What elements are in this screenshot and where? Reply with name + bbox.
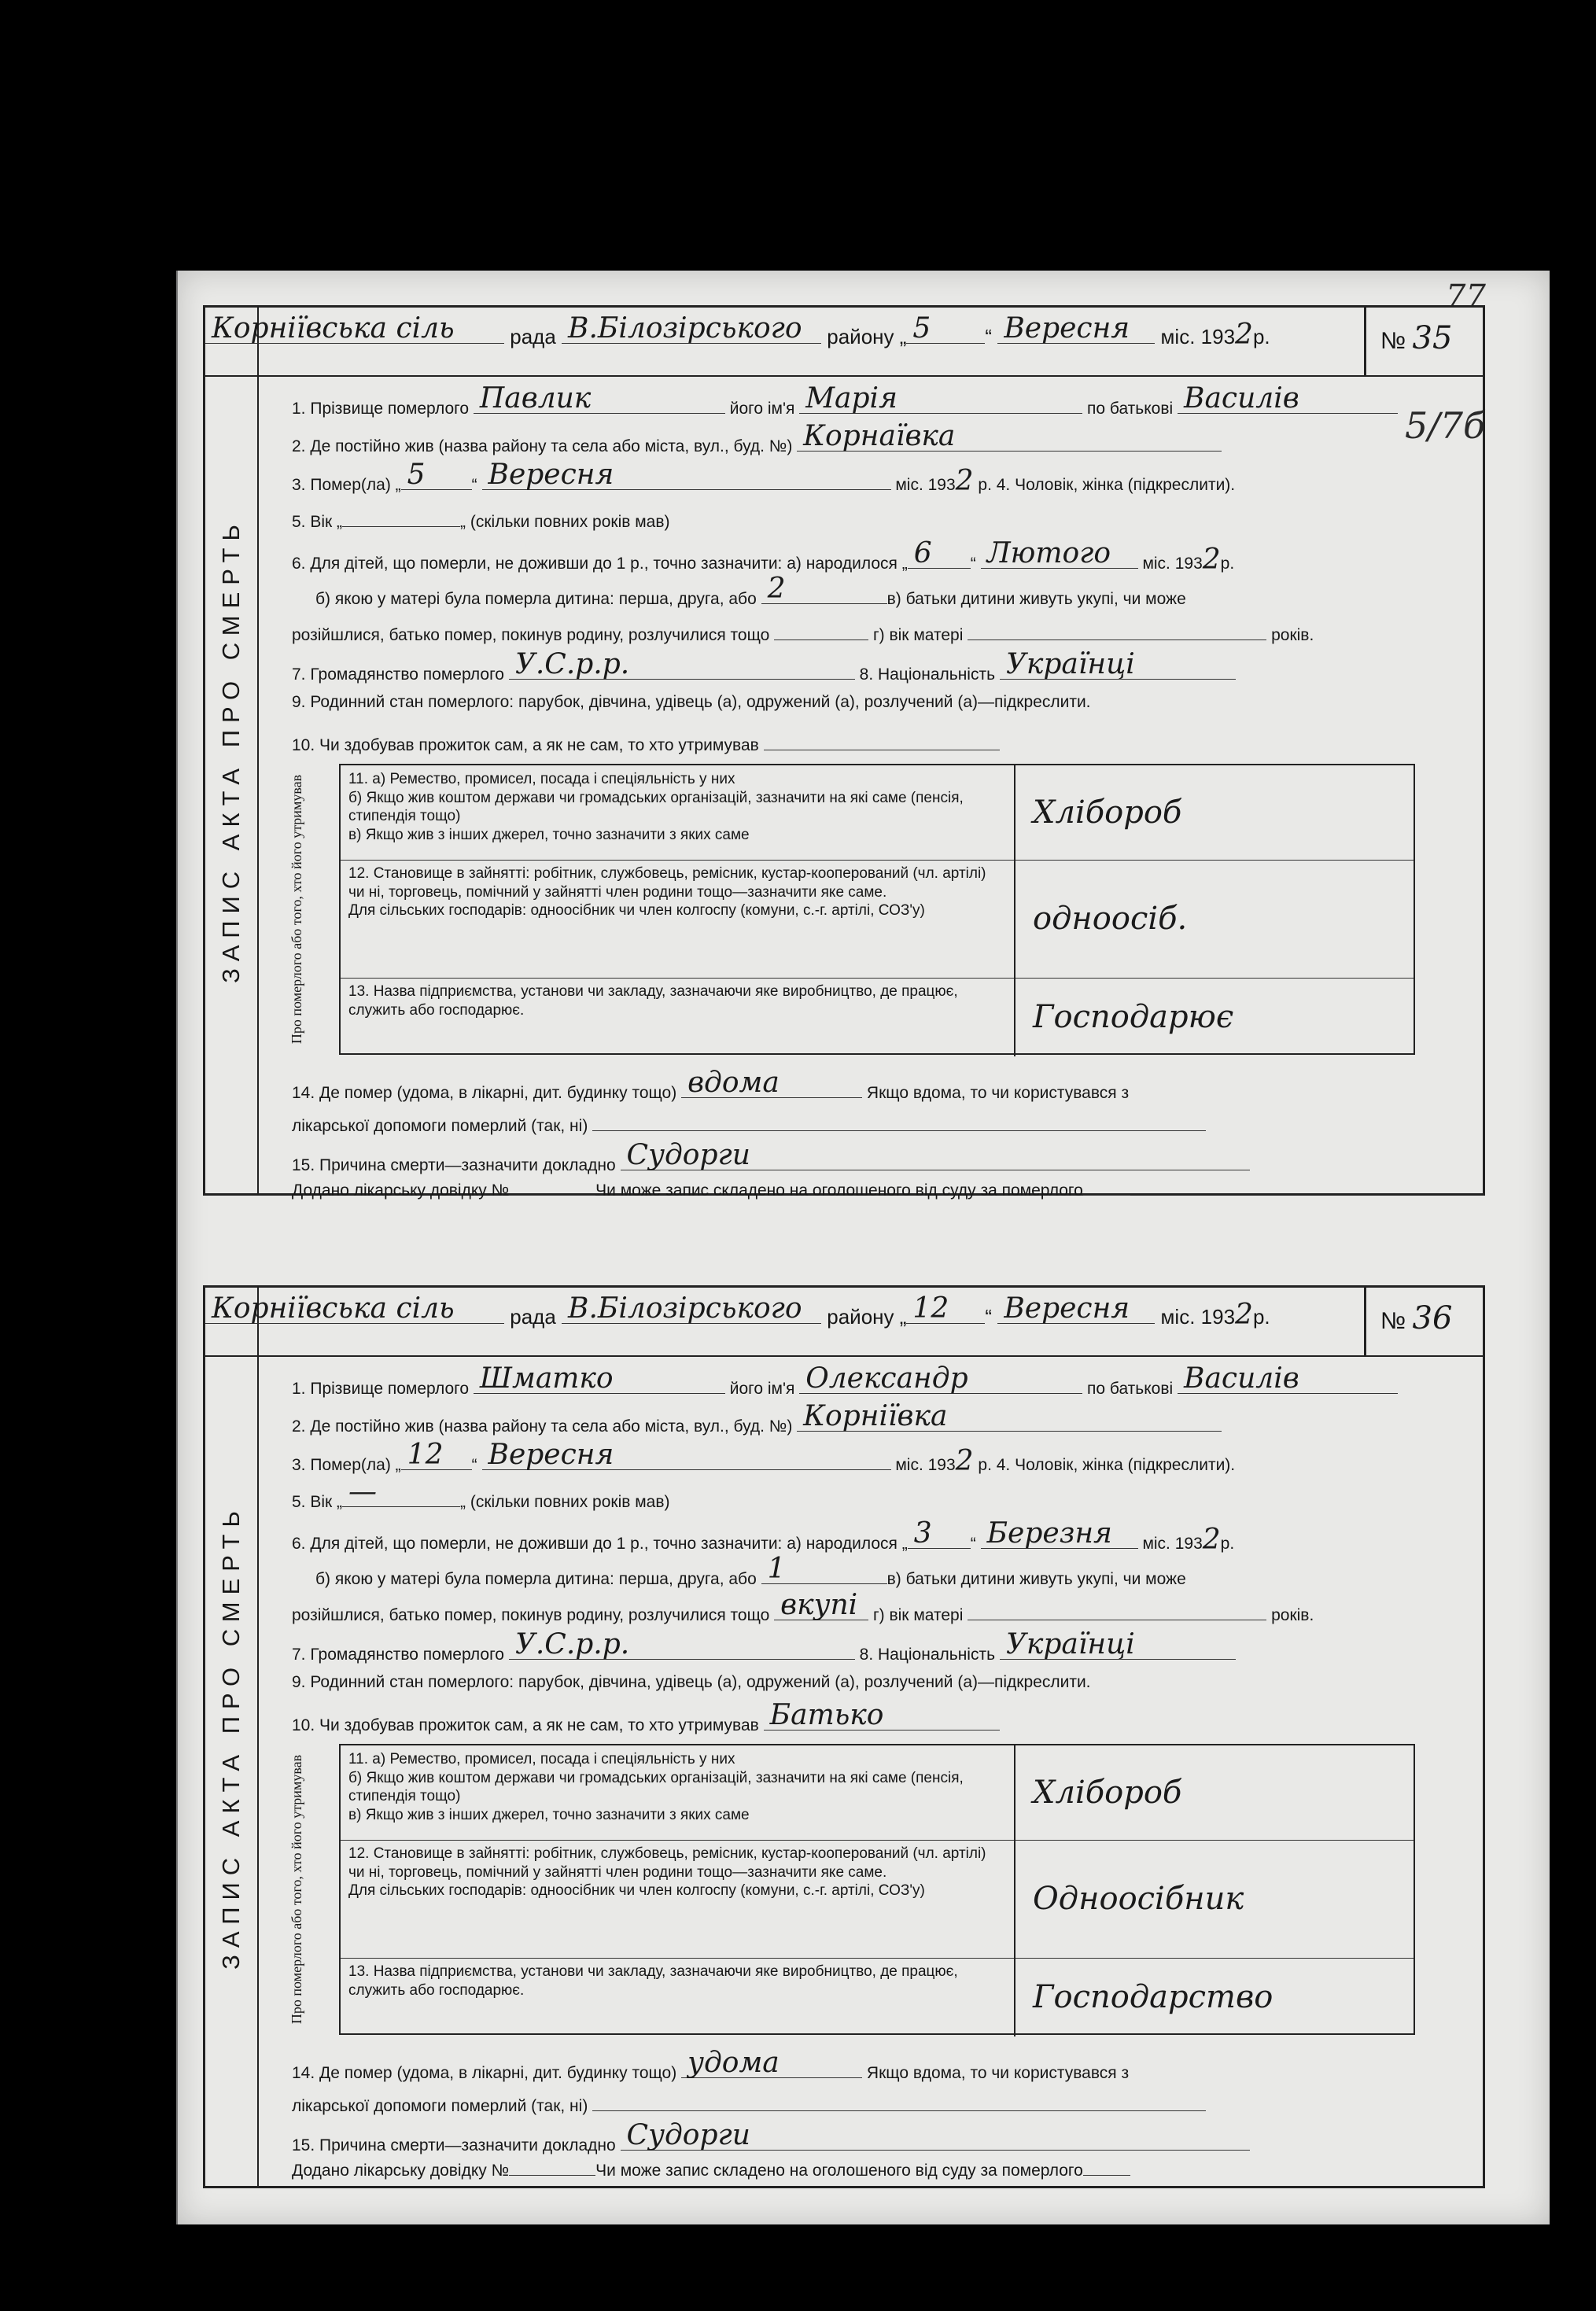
- parents-status-field: [774, 1589, 868, 1621]
- cause-label: 15. Причина смерти—зазначити докладно: [292, 2136, 616, 2154]
- court-record-label: Чи може запис складено на оголошеного від суду за померлого: [595, 2162, 1083, 2180]
- infant-birth-day: 6: [913, 537, 932, 569]
- death-record-2: ЗАПИС АКТА ПРО СМЕРТЬ Корніївська сіль рада В.Білозірського району „ 12 “ Вересня міс. 1932р. № 36 1. Прізвище померлого Шматко його ім'я Олександр по батькові Василів 2. Де постійно жив (назва району та села або міста, вул., буд. №) Корніївка 3. Помер(ла) „ 12 “ Вересня міс. 1932 р. 4. Чоловік, жінка (підкреслити). 5. Вік „ — „ (скільки повних років мав) 6. Для дітей, що померли, не доживши до 1 р., точно зазначити: а) народилося „ 3 “ Березня міс. 1932р. б) якою у матері була померла дитина: перша, друга, або 1 в) батьки дитини живуть укупі, чи може розійшлися, батько помер, покинув родину, розлучилися тощо вкупі г) вік матері років. 7. Громадянство померлого У.С.р.р. 8. Національність Українці 9. Родинний стан померлого: парубок, дівчина, удівець (а), одружений (а), розлучений (а)—підкреслити. 10. Чи здобував прожиток сам, а як не сам, то хто утримував Батько Про померлого або того, хто його утримував 11. а) Ремество, промисел, посада і спеціяльність у них б) Якщо жив коштом держави чи громадських організацій, зазначити на які саме (пенсія, стипендія тощо) в) Якщо жив з інших джерел, точно зазначити з яких саме Хлібороб 12. Становище в зайнятті: робітник, службовець, ремісник, кустар-кооперований (чл. артілі) чи ні, торговець, помічний у зайнятті член родини тощо—зазначити яке саме. Для сільських господарів: одноосібник чи член колгоспу (комуни, с.-г. артілі, СОЗ'у) Одноосібник 13. Назва підприємства, установи чи закладу, зазначаючи яке виробництво, де працює, служить або господарює. Господарство 14. Де помер (удома, в лікарні, дит. будинку тощо) удома Якщо вдома, то чи користувався з лікарської допомоги померлий (так, ні) 15. Причина смерти—зазначити докладно Судорги Додано лікарську довідку № Чи може запис складено на оголошеного від суду за померлого: [203, 1285, 1485, 2188]
- infant-birth-label: 6. Для дітей, що померли, не доживши до 1 р., точно зазначити: а) народилося „: [292, 555, 908, 573]
- surname-field: [474, 1362, 725, 1395]
- workplace: Господарство: [1033, 1979, 1273, 2015]
- infant-year-suffix: р.: [1220, 1535, 1235, 1553]
- residence-field: [797, 1400, 1222, 1432]
- infant-birth-day: 3: [913, 1517, 932, 1550]
- infant-birth-month: Березня: [986, 1517, 1112, 1550]
- employment-status: одноосіб.: [1033, 901, 1188, 937]
- citizenship-label: 7. Громадянство померлого: [292, 665, 504, 684]
- record-month: Вересня: [1004, 312, 1130, 345]
- district-label: району: [827, 325, 894, 348]
- birth-order-field: [761, 1553, 887, 1585]
- record-month: Вересня: [1004, 1292, 1130, 1325]
- employment-row: [341, 1840, 1414, 1959]
- marital-status-label: 9. Родинний стан померлого: парубок, дівчина, удівець (а), одружений (а), розлучений (а)—підкреслити.: [292, 1673, 1091, 1691]
- marital-status-label: 9. Родинний стан померлого: парубок, дівчина, удівець (а), одружений (а), розлучений (а)—підкреслити.: [292, 693, 1091, 711]
- death-day: 5: [407, 459, 426, 491]
- employment-status: Одноосібник: [1033, 1881, 1244, 1917]
- place-of-death-label: 14. Де помер (удома, в лікарні, дит. будинку тощо): [292, 2064, 677, 2082]
- death-month: Вересня: [488, 459, 614, 491]
- record-header: Корніївська сіль рада В.Білозірського району „ 5 “ Вересня міс. 1932р. № 35: [205, 308, 1483, 377]
- certificate-field: [509, 1178, 595, 1196]
- place-of-death: вдома: [687, 1067, 780, 1099]
- medical-help-label: Якщо вдома, то чи користувався з: [866, 2064, 1130, 2082]
- occupation-table: [289, 1744, 1415, 2035]
- medical-help-label-2: лікарської допомоги померлий (так, ні): [292, 1117, 588, 1135]
- infant-birth-month-field: [981, 537, 1138, 569]
- occupation-text: 11. а) Ремество, промисел, посада і спеціяльність у них б) Якщо жив коштом держави чи громадських організацій, зазначити на які саме (пенсія, стипендія тощо) в) Якщо жив з інших джерел, точно зазначити з яких саме: [348, 771, 964, 843]
- record-title: ЗАПИС АКТА ПРО СМЕРТЬ: [217, 518, 245, 983]
- death-month: Вересня: [488, 1439, 614, 1471]
- infant-year-label: міс. 193: [1142, 555, 1203, 573]
- given-name-field: [799, 382, 1082, 415]
- occupation-row: [341, 765, 1414, 861]
- record-month-field: [997, 1292, 1155, 1325]
- workplace-row: [341, 978, 1414, 1056]
- surname-field: [474, 382, 725, 415]
- death-month-field: [482, 459, 891, 491]
- employment-row: [341, 860, 1414, 979]
- record-day: 5: [912, 312, 931, 345]
- workplace-text: 13. Назва підприємства, установи чи закладу, зазначаючи яке виробництво, де працює, служить або господарює.: [348, 983, 958, 1019]
- death-day-field: [401, 1439, 472, 1471]
- mother-age-field: [968, 616, 1266, 640]
- employment-text: 12. Становище в зайнятті: робітник, службовець, ремісник, кустар-кооперований (чл. артілі) чи ні, торговець, помічний у зайнятті член родини тощо—зазначити яке саме. Для сільських господарів: одноосібник чи член колгоспу (комуни, с.-г. артілі, СОЗ'у): [348, 865, 986, 920]
- record-number-cell: [1364, 1288, 1483, 1355]
- death-year: 2: [955, 465, 974, 497]
- record-year: 2: [1235, 1299, 1253, 1331]
- employment-text: 12. Становище в зайнятті: робітник, службовець, ремісник, кустар-кооперований (чл. артілі) чи ні, торговець, помічний у зайнятті член родини тощо—зазначити яке саме. Для сільських господарів: одноосібник чи член колгоспу (комуни, с.-г. артілі, СОЗ'у): [348, 1845, 986, 1900]
- parents-status-label: розійшлися, батько помер, покинув родину, розлучилися тощо: [292, 1606, 770, 1624]
- given-name-label: його ім'я: [729, 400, 795, 418]
- record-year: 2: [1235, 319, 1253, 351]
- workplace: Господарює: [1033, 999, 1234, 1035]
- residence: Корніївка: [803, 1400, 948, 1432]
- death-day: 12: [407, 1439, 444, 1471]
- age-suffix: „ (скільки повних років мав): [460, 513, 670, 531]
- cause-of-death: Судорги: [626, 1139, 750, 1171]
- record-header: Корніївська сіль рада В.Білозірського району „ 12 “ Вересня міс. 1932р. № 36: [205, 1288, 1483, 1357]
- council-name-field: [205, 1292, 504, 1325]
- mother-age-label: г) вік матері: [873, 626, 964, 644]
- nationality-field: [1000, 648, 1236, 680]
- record-day-field: [906, 1292, 985, 1325]
- infant-birth-year: 2: [1202, 1524, 1221, 1556]
- council-label: рада: [510, 1305, 556, 1329]
- given-name-label: його ім'я: [729, 1380, 795, 1398]
- side-label: Про померлого або того, хто його утримував: [289, 774, 305, 1045]
- place-of-death-field: [681, 2047, 862, 2079]
- death-year-label: міс. 193: [895, 1456, 956, 1474]
- death-date-label: 3. Помер(ла) „: [292, 1456, 401, 1474]
- record-month-label: міс. 193: [1160, 1305, 1236, 1329]
- record-number-cell: [1364, 308, 1483, 375]
- death-year-label: міс. 193: [895, 476, 956, 494]
- year-suffix: р.: [1252, 325, 1270, 348]
- supporter-field: [764, 1699, 1000, 1731]
- record-number: 35: [1412, 320, 1453, 356]
- record-vertical-title: [205, 308, 259, 1193]
- year-suffix: р.: [1252, 1305, 1270, 1329]
- archive-sheet: [176, 271, 1550, 2224]
- cause-of-death-field: [621, 1139, 1250, 1171]
- given-name: Марія: [805, 382, 898, 415]
- surname-label: 1. Прізвище померлого: [292, 1380, 470, 1398]
- cause-of-death: Судорги: [626, 2119, 750, 2151]
- certificate-field: [509, 2158, 595, 2176]
- occupation-side-label: [254, 1745, 341, 2033]
- court-field: [1083, 2158, 1130, 2176]
- council-label: рада: [510, 325, 556, 348]
- patronymic-field: [1178, 1362, 1398, 1395]
- birth-order-label: б) якою у матері була померла дитина: перша, друга, або: [315, 590, 757, 608]
- sex-label: р. 4. Чоловік, жінка (підкреслити).: [978, 1456, 1236, 1474]
- age-suffix: „ (скільки повних років мав): [460, 1493, 670, 1511]
- side-label: Про померлого або того, хто його утримував: [289, 1754, 305, 2025]
- patronymic: Василів: [1184, 1362, 1299, 1395]
- cause-label: 15. Причина смерти—зазначити докладно: [292, 1156, 616, 1174]
- citizenship: У.С.р.р.: [514, 1628, 630, 1660]
- age-label: 5. Вік „: [292, 513, 343, 531]
- record-title: ЗАПИС АКТА ПРО СМЕРТЬ: [217, 1504, 245, 1970]
- citizenship-field: [509, 1628, 855, 1660]
- mother-age-suffix: років.: [1271, 626, 1314, 644]
- district-name-field: [562, 312, 821, 345]
- cause-of-death-field: [621, 2119, 1250, 2151]
- given-name: Олександр: [805, 1362, 968, 1395]
- certificate-label: Додано лікарську довідку №: [292, 2162, 510, 2180]
- infant-birth-label: 6. Для дітей, що померли, не доживши до 1 р., точно зазначити: а) народилося „: [292, 1535, 908, 1553]
- residence: Корнаївка: [803, 420, 956, 452]
- nationality-label: 8. Національність: [859, 665, 996, 684]
- surname: Павлик: [479, 382, 592, 415]
- birth-order: 1: [767, 1553, 786, 1585]
- place-of-death: удома: [687, 2047, 780, 2079]
- record-month-field: [997, 312, 1155, 345]
- parents-status-label: розійшлися, батько помер, покинув родину, розлучилися тощо: [292, 626, 770, 644]
- occupation-row: [341, 1745, 1414, 1841]
- parents-status: вкупі: [780, 1589, 858, 1621]
- nationality: Українці: [1005, 1628, 1135, 1660]
- margin-mark: 5/7б: [1405, 404, 1486, 447]
- court-record-label: Чи може запис складено на оголошеного від суду за померлого: [595, 1181, 1083, 1200]
- birth-order-label: б) якою у матері була померла дитина: перша, друга, або: [315, 1570, 757, 1588]
- infant-birth-month-field: [981, 1517, 1138, 1550]
- occupation-text: 11. а) Ремество, промисел, посада і спеціяльність у них б) Якщо жив коштом держави чи громадських організацій, зазначити на які саме (пенсія, стипендія тощо) в) Якщо жив з інших джерел, точно зазначити з яких саме: [348, 1751, 964, 1823]
- court-field: [1083, 1178, 1130, 1196]
- district-name: В.Білозірського: [568, 312, 802, 345]
- infant-year-suffix: р.: [1220, 555, 1235, 573]
- supporter-field: [764, 726, 1000, 750]
- mother-age-suffix: років.: [1271, 1606, 1314, 1624]
- nationality: Українці: [1005, 648, 1135, 680]
- workplace-row: [341, 1958, 1414, 2036]
- record-day: 12: [912, 1292, 949, 1325]
- patronymic-label: по батькові: [1087, 400, 1174, 418]
- surname-label: 1. Прізвище померлого: [292, 400, 470, 418]
- citizenship-label: 7. Громадянство померлого: [292, 1646, 504, 1664]
- council-name: Корніївська сіль: [212, 1292, 455, 1325]
- medical-help-label-2: лікарської допомоги померлий (так, ні): [292, 2097, 588, 2115]
- number-label: №: [1380, 328, 1406, 354]
- patronymic-label: по батькові: [1087, 1380, 1174, 1398]
- infant-year-label: міс. 193: [1142, 1535, 1203, 1553]
- place-of-death-field: [681, 1067, 862, 1099]
- district-name-field: [562, 1292, 821, 1325]
- infant-birth-day-field: [908, 1517, 971, 1550]
- record-month-label: міс. 193: [1160, 325, 1236, 348]
- workplace-text: 13. Назва підприємства, установи чи закладу, зазначаючи яке виробництво, де працює, служить або господарює.: [348, 1963, 958, 1999]
- district-label: району: [827, 1305, 894, 1329]
- infant-birth-year: 2: [1202, 544, 1221, 576]
- occupation: Хлібороб: [1033, 1775, 1182, 1811]
- record-day-field: [906, 312, 985, 345]
- patronymic: Василів: [1184, 382, 1299, 415]
- medical-help-field: [592, 1111, 1206, 1131]
- parents-label: в) батьки дитини живуть укупі, чи може: [886, 590, 1186, 608]
- age-field: [342, 503, 460, 527]
- sex-label: р. 4. Чоловік, жінка (підкреслити).: [978, 476, 1236, 494]
- record-vertical-title: [205, 1288, 259, 2186]
- residence-label: 2. Де постійно жив (назва району та села або міста, вул., буд. №): [292, 437, 793, 455]
- council-name-field: [205, 312, 504, 345]
- age-label: 5. Вік „: [292, 1493, 343, 1511]
- birth-order-field: [761, 573, 887, 605]
- supporter: Батько: [769, 1699, 884, 1731]
- place-of-death-label: 14. Де помер (удома, в лікарні, дит. будинку тощо): [292, 1084, 677, 1102]
- medical-help-field: [592, 2092, 1206, 2111]
- given-name-field: [799, 1362, 1082, 1395]
- record-number: 36: [1412, 1300, 1453, 1336]
- citizenship: У.С.р.р.: [514, 648, 630, 680]
- occupation-table: [289, 764, 1415, 1055]
- nationality-field: [1000, 1628, 1236, 1660]
- infant-birth-day-field: [908, 537, 971, 569]
- council-name: Корніївська сіль: [212, 312, 455, 345]
- occupation: Хлібороб: [1033, 794, 1182, 831]
- residence-label: 2. Де постійно жив (назва району та села або міста, вул., буд. №): [292, 1417, 793, 1436]
- support-label: 10. Чи здобував прожиток сам, а як не сам, то хто утримував: [292, 1716, 759, 1734]
- parents-label: в) батьки дитини живуть укупі, чи може: [886, 1570, 1186, 1588]
- citizenship-field: [509, 648, 855, 680]
- death-month-field: [482, 1439, 891, 1471]
- district-name: В.Білозірського: [568, 1292, 802, 1325]
- surname: Шматко: [479, 1362, 614, 1395]
- death-record-1: ЗАПИС АКТА ПРО СМЕРТЬ Корніївська сіль рада В.Білозірського району „ 5 “ Вересня міс. 1932р. № 35 1. Прізвище померлого Павлик його ім'я Марія по батькові Василів 2. Де постійно жив (назва району та села або міста, вул., буд. №) Корнаївка 3. Помер(ла) „ 5 “ Вересня міс. 1932 р. 4. Чоловік, жінка (підкреслити). 5. Вік „ „ (скільки повних років мав) 6. Для дітей, що померли, не доживши до 1 р., точно зазначити: а) народилося „ 6 “ Лютого міс. 1932р. б) якою у матері була померла дитина: перша, друга, або 2 в) батьки дитини живуть укупі, чи може розійшлися, батько помер, покинув родину, розлучилися тощо г) вік матері років. 7. Громадянство померлого У.С.р.р. 8. Національність Українці 9. Родинний стан померлого: парубок, дівчина, удівець (а), одружений (а), розлучений (а)—підкреслити. 10. Чи здобував прожиток сам, а як не сам, то хто утримував Про померлого або того, хто його утримував 11. а) Ремество, промисел, посада і спеціяльність у них б) Якщо жив коштом держави чи громадських організацій, зазначити на які саме (пенсія, стипендія тощо) в) Якщо жив з інших джерел, точно зазначити з яких саме Хлібороб 12. Становище в зайнятті: робітник, службовець, ремісник, кустар-кооперований (чл. артілі) чи ні, торговець, помічний у зайнятті член родини тощо—зазначити яке саме. Для сільських господарів: одноосібник чи член колгоспу (комуни, с.-г. артілі, СОЗ'у) одноосіб. 13. Назва підприємства, установи чи закладу, зазначаючи яке виробництво, де працює, служить або господарює. Господарює 14. Де помер (удома, в лікарні, дит. будинку тощо) вдома Якщо вдома, то чи користувався з лікарської допомоги померлий (так, ні) 15. Причина смерти—зазначити докладно Судорги Додано лікарську довідку № Чи може запис складено на оголошеного від суду за померлого: [203, 305, 1485, 1196]
- death-day-field: [401, 459, 472, 491]
- number-label: №: [1380, 1308, 1406, 1334]
- residence-field: [797, 420, 1222, 452]
- medical-help-label: Якщо вдома, то чи користувався з: [866, 1084, 1130, 1102]
- parents-status-field: [774, 616, 868, 640]
- age: —: [348, 1476, 378, 1508]
- death-date-label: 3. Помер(ла) „: [292, 476, 401, 494]
- support-label: 10. Чи здобував прожиток сам, а як не сам, то хто утримував: [292, 736, 759, 754]
- death-year: 2: [955, 1445, 974, 1477]
- birth-order: 2: [767, 573, 786, 605]
- mother-age-label: г) вік матері: [873, 1606, 964, 1624]
- certificate-label: Додано лікарську довідку №: [292, 1181, 510, 1200]
- age-field: [342, 1476, 460, 1508]
- nationality-label: 8. Національність: [859, 1646, 996, 1664]
- mother-age-field: [968, 1596, 1266, 1620]
- page-number: 77: [1446, 278, 1486, 315]
- infant-birth-month: Лютого: [986, 537, 1111, 569]
- occupation-side-label: [254, 765, 341, 1053]
- patronymic-field: [1178, 382, 1398, 415]
